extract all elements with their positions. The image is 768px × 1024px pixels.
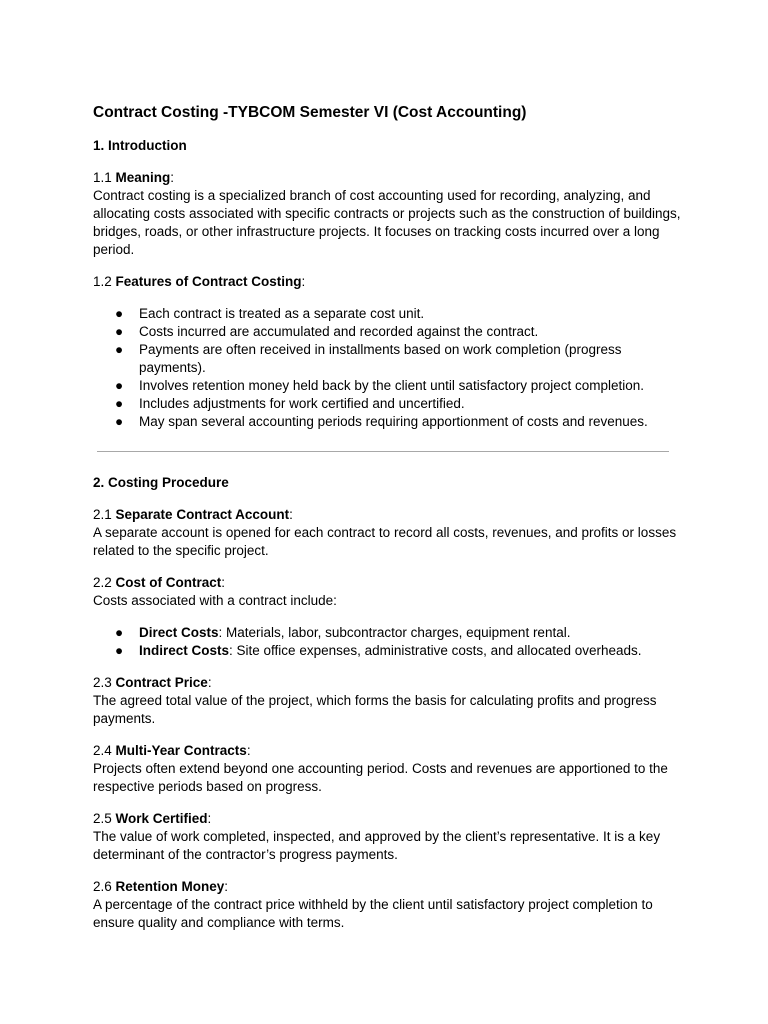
list-item (93, 395, 683, 413)
subsection-title (93, 506, 683, 524)
list-item (93, 323, 683, 341)
subsection-multi-year-contracts (93, 742, 683, 796)
subsection-number: 1.2 (93, 274, 116, 289)
list-item (93, 305, 683, 323)
subsection-colon: : (289, 507, 293, 522)
list-item (93, 377, 683, 395)
subsection-contract-price (93, 674, 683, 728)
bullet-icon: ● (115, 378, 124, 393)
subsection-title (93, 674, 683, 692)
subsection-number: 2.2 (93, 575, 116, 590)
subsection-label: Separate Contract Account (115, 507, 290, 522)
subsection-colon: : (170, 170, 175, 185)
list-item-text: Payments are often received in installments based on work completion (progress payments). (139, 342, 622, 375)
bullet-icon: ● (115, 625, 124, 640)
subsection-cost-of-contract (93, 574, 683, 610)
list-item (93, 642, 683, 660)
list-item (93, 413, 683, 431)
subsection-text: A percentage of the contract price withheld by the client until satisfactory project completion to ensure quality and compliance with terms. (93, 897, 653, 930)
subsection-work-certified (93, 810, 683, 864)
subsection-text: The value of work completed, inspected, and approved by the client’s representative. It is a key determinant of the contractor’s progress payments. (93, 829, 661, 862)
subsection-features (93, 273, 683, 291)
subsection-colon: : (207, 811, 212, 826)
features-list (93, 305, 683, 431)
subsection-label: Cost of Contract (115, 575, 222, 590)
list-item-term: Direct Costs (139, 625, 219, 640)
section-heading-introduction: 1. Introduction (93, 138, 187, 153)
list-item-text: : Site office expenses, administrative costs, and allocated overheads. (229, 643, 642, 658)
subsection-title (93, 878, 683, 896)
bullet-icon: ● (115, 306, 124, 321)
subsection-number: 2.5 (93, 811, 116, 826)
bullet-icon: ● (115, 396, 124, 411)
subsection-title (93, 810, 683, 828)
horizontal-divider (97, 451, 669, 452)
list-item-text: Costs incurred are accumulated and recorded against the contract. (139, 324, 539, 339)
list-item-text: Each contract is treated as a separate cost unit. (139, 306, 425, 321)
subsection-number: 2.6 (93, 879, 116, 894)
list-item-text: : Materials, labor, subcontractor charges, equipment rental. (218, 625, 571, 640)
subsection-colon: : (221, 575, 226, 590)
list-item-text: May span several accounting periods requiring apportionment of costs and revenues. (139, 414, 648, 429)
bullet-icon: ● (115, 643, 124, 658)
list-item-text: Involves retention money held back by the client until satisfactory project completion. (139, 378, 645, 393)
subsection-number: 2.1 (93, 507, 116, 522)
bullet-icon: ● (115, 324, 124, 339)
cost-types-list (93, 624, 683, 660)
section-heading-costing-procedure: 2. Costing Procedure (93, 475, 229, 490)
subsection-label: Multi-Year Contracts (115, 743, 247, 758)
subsection-text: Projects often extend beyond one accounting period. Costs and revenues are apportioned to the respective periods based on progress. (93, 761, 668, 794)
subsection-text: The agreed total value of the project, which forms the basis for calculating profits and progress payments. (93, 693, 657, 726)
subsection-number: 1.1 (93, 170, 116, 185)
subsection-number: 2.4 (93, 743, 116, 758)
subsection-text: A separate account is opened for each contract to record all costs, revenues, and profits or losses related to the specific project. (93, 525, 677, 558)
subsection-meaning (93, 169, 683, 259)
subsection-retention-money (93, 878, 683, 932)
bullet-icon: ● (115, 342, 124, 357)
subsection-label: Features of Contract Costing (115, 274, 302, 289)
list-item (93, 341, 683, 377)
subsection-title (93, 742, 683, 760)
subsection-colon: : (246, 743, 251, 758)
bullet-icon: ● (115, 414, 124, 429)
list-item (93, 624, 683, 642)
subsection-label: Work Certified (115, 811, 208, 826)
subsection-label: Retention Money (115, 879, 225, 894)
list-item-term: Indirect Costs (139, 643, 230, 658)
subsection-title (93, 273, 683, 291)
subsection-number: 2.3 (93, 675, 116, 690)
document-body (93, 103, 683, 946)
list-item-text: Includes adjustments for work certified and uncertified. (139, 396, 465, 411)
subsection-colon: : (207, 675, 212, 690)
subsection-title (93, 574, 683, 592)
subsection-colon: : (224, 879, 229, 894)
subsection-colon: : (301, 274, 306, 289)
subsection-label: Meaning (115, 170, 171, 185)
subsection-title (93, 169, 683, 187)
document-title: Contract Costing -TYBCOM Semester VI (Cost Accounting) (93, 104, 527, 121)
subsection-separate-contract-account (93, 506, 683, 560)
subsection-text: Costs associated with a contract include: (93, 593, 337, 608)
subsection-text: Contract costing is a specialized branch of cost accounting used for recording, analyzing, and allocating costs associated with specific contracts or projects such as the construction of buildings, bridges, roads, or other infrastructure projects. It focuses on tracking costs incurred over a long period. (93, 188, 681, 257)
subsection-label: Contract Price (115, 675, 208, 690)
